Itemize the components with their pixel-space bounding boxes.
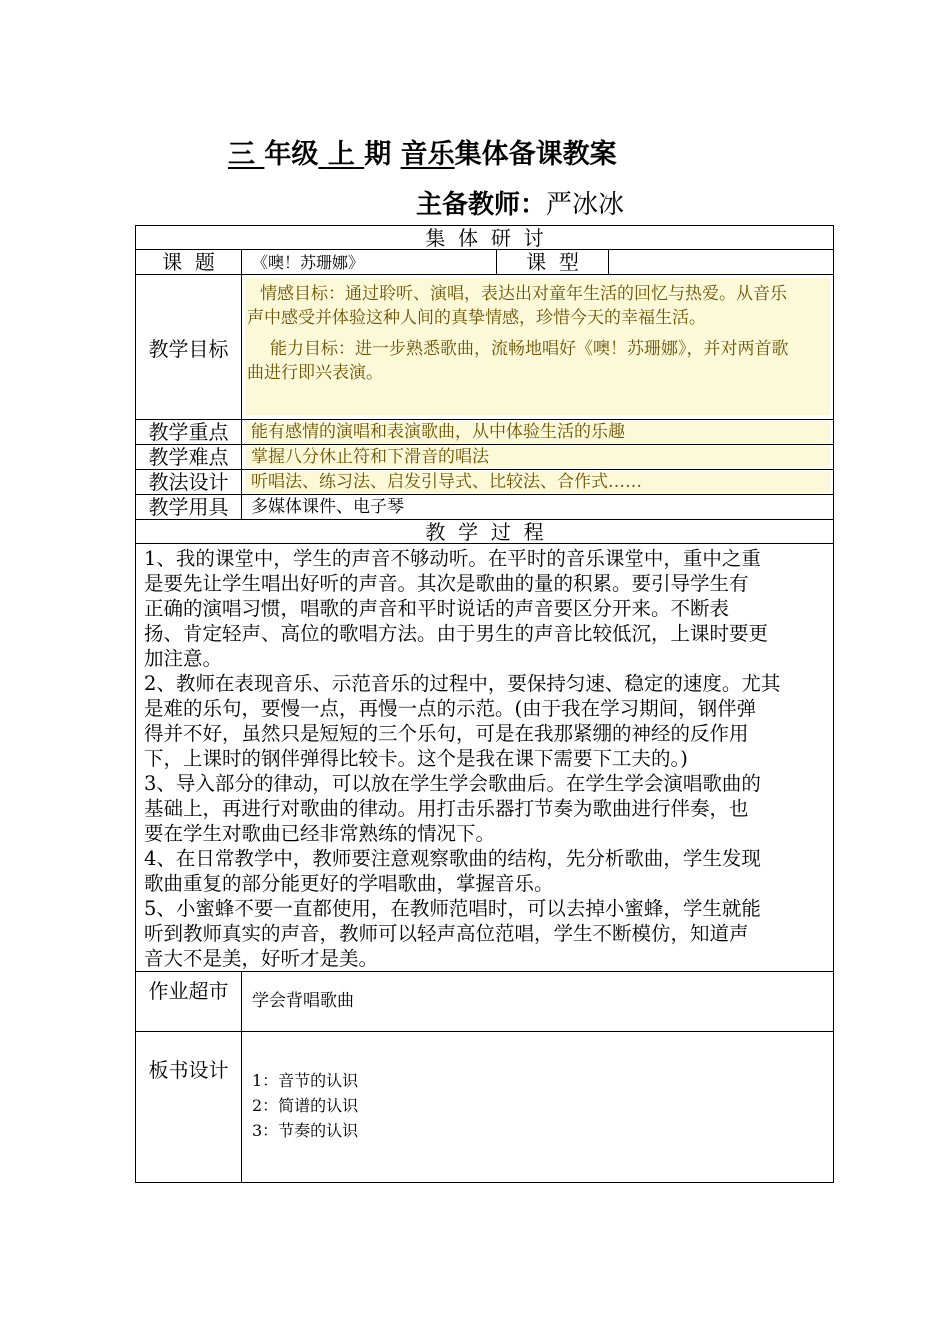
process-line: 听到教师真实的声音，教师可以轻声高位范唱，学生不断模仿，知道声 xyxy=(144,922,749,945)
tools-value: 多媒体课件、电子琴 xyxy=(242,495,833,520)
process-line: 音大不是美，好听才是美。 xyxy=(144,947,379,970)
homework-label: 作业超市 xyxy=(136,972,242,1032)
goals-content xyxy=(242,275,833,420)
key-point-label: 教学重点 xyxy=(136,420,242,445)
section-research-heading: 集 体 研 讨 xyxy=(136,226,833,250)
goal-ability-line-2: 曲进行即兴表演。 xyxy=(247,363,383,383)
term-suffix: 期 xyxy=(364,139,392,170)
process-line: 是难的乐句，要慢一点，再慢一点的示范。(由于我在学习期间，钢伴弹 xyxy=(144,697,757,720)
title-tail: 集体备课教案 xyxy=(454,139,617,170)
method-label: 教法设计 xyxy=(136,470,242,495)
process-line: 得并不好，虽然只是短短的三个乐句，可是在我那紧绷的神经的反作用 xyxy=(144,722,749,745)
homework-value: 学会背唱歌曲 xyxy=(242,972,833,1032)
process-line: 正确的演唱习惯，唱歌的声音和平时说话的声音要区分开来。不断表 xyxy=(144,597,730,620)
process-content xyxy=(136,544,833,972)
method-value: 听唱法、练习法、启发引导式、比较法、合作式…… xyxy=(245,471,830,493)
key-point-value: 能有感情的演唱和表演歌曲，从中体验生活的乐趣 xyxy=(245,421,830,443)
subject-value: 音乐 xyxy=(400,139,455,170)
difficulty-value: 掌握八分休止符和下滑音的唱法 xyxy=(245,446,830,468)
process-line: 1、我的课堂中，学生的声音不够动听。在平时的音乐课堂中，重中之重 xyxy=(144,547,761,570)
board-item: 3：节奏的认识 xyxy=(252,1121,359,1140)
topic-label: 课 题 xyxy=(136,250,242,275)
type-label: 课 型 xyxy=(497,250,609,275)
process-line: 5、小蜜蜂不要一直都使用，在教师范唱时，可以去掉小蜜蜂，学生就能 xyxy=(144,897,761,920)
process-line: 4、在日常教学中，教师要注意观察歌曲的结构，先分析歌曲，学生发现 xyxy=(144,847,761,870)
process-line: 歌曲重复的部分能更好的学唱歌曲，掌握音乐。 xyxy=(144,872,554,895)
difficulty-label: 教学难点 xyxy=(136,445,242,470)
goal-emotion-line-2: 声中感受并体验这种人间的真挚情感，珍惜今天的幸福生活。 xyxy=(247,308,706,328)
board-label: 板书设计 xyxy=(136,1032,242,1182)
board-item: 2：简谱的认识 xyxy=(252,1096,359,1115)
section-process-heading: 教 学 过 程 xyxy=(136,520,833,544)
goal-ability-line-1: 能力目标：进一步熟悉歌曲，流畅地唱好《噢！苏珊娜》，并对两首歌 xyxy=(270,339,789,359)
process-line: 基础上，再进行对歌曲的律动。用打击乐器打节奏为歌曲进行伴奏，也 xyxy=(144,797,749,820)
grade-suffix: 年级 xyxy=(264,139,319,170)
process-line: 要在学生对歌曲已经非常熟练的情况下。 xyxy=(144,822,496,845)
term-value: 上 xyxy=(327,139,355,170)
teacher-name: 严冰冰 xyxy=(546,190,625,220)
topic-value: 《噢！苏珊娜》 xyxy=(242,250,497,275)
type-value xyxy=(609,250,833,275)
board-content xyxy=(242,1032,833,1182)
process-line: 3、导入部分的律动，可以放在学生学会歌曲后。在学生学会演唱歌曲的 xyxy=(144,772,761,795)
tools-label: 教学用具 xyxy=(136,495,242,520)
process-line: 是要先让学生唱出好听的声音。其次是歌曲的量的积累。要引导学生有 xyxy=(144,572,749,595)
board-item: 1：音节的认识 xyxy=(252,1071,359,1090)
process-line: 下，上课时的钢伴弹得比较卡。这个是我在课下需要下工夫的。) xyxy=(144,747,688,770)
grade-value: 三 xyxy=(228,139,255,170)
goals-label: 教学目标 xyxy=(136,275,242,420)
process-line: 2、教师在表现音乐、示范音乐的过程中，要保持匀速、稳定的速度。尤其 xyxy=(144,672,781,695)
teacher-line xyxy=(416,184,624,221)
goal-emotion-line-1: 情感目标：通过聆听、演唱，表达出对童年生活的回忆与热爱。从音乐 xyxy=(260,284,787,304)
teacher-label: 主备教师： xyxy=(416,190,547,220)
page-title xyxy=(228,132,617,171)
process-line: 扬、肯定轻声、高位的歌唱方法。由于男生的声音比较低沉，上课时要更 xyxy=(144,622,769,645)
lesson-table xyxy=(135,225,834,1183)
process-line: 加注意。 xyxy=(144,647,223,670)
